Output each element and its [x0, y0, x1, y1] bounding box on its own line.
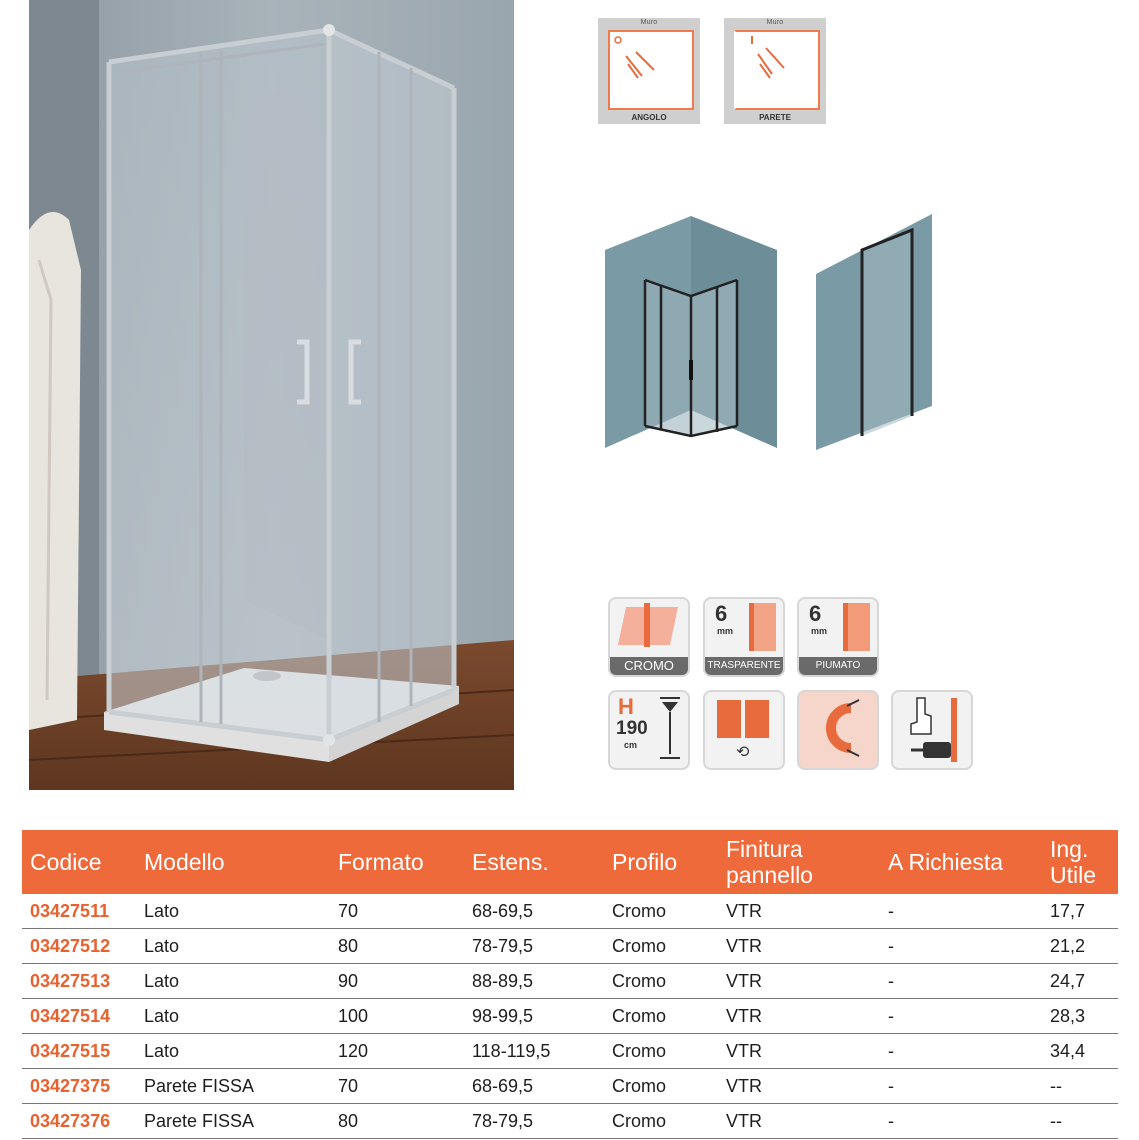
install-wall-badge — [724, 18, 826, 124]
table-row — [22, 999, 1118, 1034]
height-letter: H — [618, 694, 634, 719]
cell-ing: -- — [1042, 1069, 1118, 1104]
ing-line-1: Ing. — [1050, 836, 1089, 862]
cell-modello: Lato — [136, 999, 330, 1034]
cell-profilo: Cromo — [604, 1034, 718, 1069]
cell-finitura: VTR — [718, 1069, 880, 1104]
glass-unit: mm — [811, 626, 828, 636]
transparent-glass-icon — [703, 597, 785, 677]
cell-codice: 03427512 — [22, 929, 136, 964]
table-row — [22, 964, 1118, 999]
cell-ing: 34,4 — [1042, 1034, 1118, 1069]
wall-install-icon — [738, 34, 814, 104]
col-header-richiesta: A Richiesta — [888, 849, 1004, 875]
cell-formato: 70 — [330, 894, 464, 929]
product-table — [22, 830, 1118, 1139]
cell-finitura: VTR — [718, 1104, 880, 1139]
cell-richiesta: - — [880, 929, 1042, 964]
cell-estens: 78-79,5 — [464, 1104, 604, 1139]
install-corner-label: ANGOLO — [631, 113, 667, 122]
col-header-estens: Estens. — [472, 849, 549, 875]
col-header-ing — [1042, 830, 1118, 894]
cell-ing: 24,7 — [1042, 964, 1118, 999]
finish-label: CROMO — [610, 657, 688, 675]
cell-richiesta: - — [880, 1069, 1042, 1104]
cell-finitura: VTR — [718, 999, 880, 1034]
table-row — [22, 894, 1118, 929]
cell-formato: 120 — [330, 1034, 464, 1069]
cell-modello: Lato — [136, 894, 330, 929]
cell-modello: Parete FISSA — [136, 1069, 330, 1104]
cell-richiesta: - — [880, 894, 1042, 929]
corner-enclosure-diagram — [605, 210, 780, 462]
cell-profilo: Cromo — [604, 1069, 718, 1104]
glass-thickness: 6 — [715, 601, 728, 626]
reversible-doors-icon — [703, 690, 785, 770]
cell-ing: 17,7 — [1042, 894, 1118, 929]
col-header-formato: Formato — [338, 849, 424, 875]
cell-codice: 03427375 — [22, 1069, 136, 1104]
cell-estens: 98-99,5 — [464, 999, 604, 1034]
col-header-modello: Modello — [144, 849, 225, 875]
cell-finitura: VTR — [718, 894, 880, 929]
ing-line-2: Utile — [1050, 862, 1097, 888]
cell-codice: 03427511 — [22, 894, 136, 929]
cell-modello: Lato — [136, 929, 330, 964]
cell-ing: -- — [1042, 1104, 1118, 1139]
cell-estens: 118-119,5 — [464, 1034, 604, 1069]
product-photo — [29, 0, 514, 790]
cell-finitura: VTR — [718, 929, 880, 964]
cell-modello: Parete FISSA — [136, 1104, 330, 1139]
cell-richiesta: - — [880, 1104, 1042, 1139]
table-row — [22, 1034, 1118, 1069]
height-unit: cm — [624, 740, 638, 750]
cell-estens: 78-79,5 — [464, 929, 604, 964]
cell-richiesta: - — [880, 999, 1042, 1034]
cell-formato: 80 — [330, 1104, 464, 1139]
magnetic-closure-icon — [797, 690, 879, 770]
cell-richiesta: - — [880, 1034, 1042, 1069]
wall-panel-diagram — [812, 210, 934, 462]
cell-estens: 88-89,5 — [464, 964, 604, 999]
wall-label: Muro — [640, 19, 658, 26]
install-wall-label: PARETE — [759, 113, 791, 122]
rotate-arrows-icon: ⟲ — [736, 744, 750, 761]
patterned-glass-icon — [797, 597, 879, 677]
cell-finitura: VTR — [718, 1034, 880, 1069]
height-arrow-icon — [656, 696, 684, 762]
cell-formato: 100 — [330, 999, 464, 1034]
cell-codice: 03427513 — [22, 964, 136, 999]
height-icon — [608, 690, 690, 770]
finish-chrome-icon — [608, 597, 690, 677]
cell-ing: 21,2 — [1042, 929, 1118, 964]
cell-finitura: VTR — [718, 964, 880, 999]
magnet-icon — [811, 698, 865, 758]
cell-formato: 90 — [330, 964, 464, 999]
cell-codice: 03427514 — [22, 999, 136, 1034]
col-header-codice: Codice — [30, 849, 102, 875]
finitura-line-1: Finitura — [726, 836, 803, 862]
cell-profilo: Cromo — [604, 999, 718, 1034]
height-value: 190 — [616, 718, 648, 739]
finitura-line-2: pannello — [726, 862, 813, 888]
cell-ing: 28,3 — [1042, 999, 1118, 1034]
cell-estens: 68-69,5 — [464, 894, 604, 929]
wall-label: Muro — [766, 19, 784, 26]
cell-profilo: Cromo — [604, 1104, 718, 1139]
cell-profilo: Cromo — [604, 894, 718, 929]
cell-richiesta: - — [880, 964, 1042, 999]
cell-estens: 68-69,5 — [464, 1069, 604, 1104]
cell-modello: Lato — [136, 964, 330, 999]
col-header-finitura — [718, 830, 880, 894]
table-row — [22, 929, 1118, 964]
handle-icon — [891, 690, 973, 770]
cell-formato: 80 — [330, 929, 464, 964]
install-corner-badge — [598, 18, 700, 124]
glass-transparent-label: TRASPARENTE — [705, 657, 783, 675]
col-header-profilo: Profilo — [612, 849, 678, 875]
cell-profilo: Cromo — [604, 929, 718, 964]
hand-push-icon — [901, 694, 963, 766]
cell-codice: 03427376 — [22, 1104, 136, 1139]
glass-thickness: 6 — [809, 601, 822, 626]
cell-profilo: Cromo — [604, 964, 718, 999]
glass-patterned-label: PIUMATO — [799, 657, 877, 675]
table-row — [22, 1104, 1118, 1139]
corner-install-icon — [612, 34, 688, 104]
glass-unit: mm — [717, 626, 734, 636]
cell-modello: Lato — [136, 1034, 330, 1069]
cell-formato: 70 — [330, 1069, 464, 1104]
cell-codice: 03427515 — [22, 1034, 136, 1069]
table-row — [22, 1069, 1118, 1104]
table-header-row — [22, 830, 1118, 894]
